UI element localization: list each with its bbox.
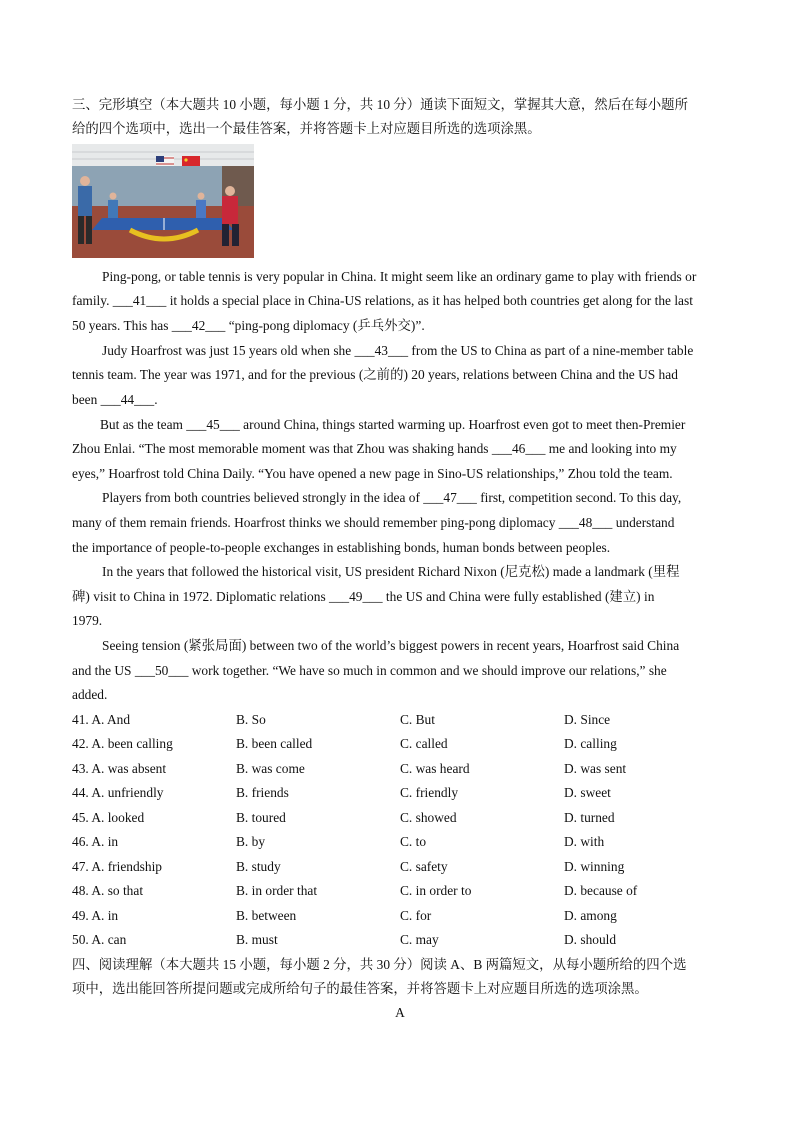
option-43-d: D. was sent — [564, 761, 627, 776]
option-45-b: B. toured — [236, 810, 286, 825]
option-48-d: D. because of — [564, 883, 638, 898]
passage-line-6: been ___44___. — [72, 392, 158, 407]
passage-line-5: tennis team. The year was 1971, and for the previous (之前的) 20 years, relations between China and the US had — [72, 367, 678, 382]
option-46-a: 46. A. in — [72, 834, 119, 849]
option-44-c: C. friendly — [400, 785, 459, 800]
option-48-a: 48. A. so that — [72, 883, 144, 898]
passage-line-4: Judy Hoarfrost was just 15 years old when she ___43___ from the US to China as part of a nine-member table — [102, 343, 694, 358]
option-42-b: B. been called — [236, 736, 313, 751]
option-49-a: 49. A. in — [72, 908, 119, 923]
option-50-a: 50. A. can — [72, 932, 127, 947]
passage-line-17: and the US ___50___ work together. “We have so much in common and we should improve our relations,” she — [72, 663, 667, 678]
option-43-a: 43. A. was absent — [72, 761, 167, 776]
passage-line-10: Players from both countries believed strongly in the idea of ___47___ first, competition second. To this day, — [102, 490, 682, 505]
option-50-d: D. should — [564, 932, 617, 947]
option-49-d: D. among — [564, 908, 617, 923]
passage-line-11: many of them remain friends. Hoarfrost thinks we should remember ping-pong diplomacy ___48___ understand — [72, 515, 675, 530]
option-49-b: B. between — [236, 908, 297, 923]
option-50-c: C. may — [400, 932, 439, 947]
option-44-d: D. sweet — [564, 785, 611, 800]
option-48-c: C. in order to — [400, 883, 472, 898]
option-45-a: 45. A. looked — [72, 810, 145, 825]
passage-line-3: 50 years. This has ___42___ “ping-pong diplomacy (乒乓外交)”. — [72, 318, 425, 333]
passage-line-8: Zhou Enlai. “The most memorable moment was that Zhou was shaking hands ___46___ me and looking into my — [72, 441, 677, 456]
section4-part-label: A — [395, 1005, 405, 1020]
option-44-a: 44. A. unfriendly — [72, 785, 164, 800]
section4-heading-line1: 四、阅读理解（本大题共 15 小题，每小题 2 分，共 30 分）阅读 A、B 两篇短文，从每小题所给的四个选 — [72, 957, 687, 972]
section3-heading-line2: 给的四个选项中，选出一个最佳答案，并将答题卡上对应题目所选的选项涂黑。 — [72, 121, 541, 136]
option-45-d: D. turned — [564, 810, 615, 825]
option-48-b: B. in order that — [236, 883, 318, 898]
option-47-c: C. safety — [400, 859, 448, 874]
passage-line-13: In the years that followed the historical visit, US president Richard Nixon (尼克松) made a landmark (里程 — [102, 564, 680, 579]
passage-line-7: But as the team ___45___ around China, things started warming up. Hoarfrost even got to meet then-Premier — [100, 417, 686, 432]
option-42-d: D. calling — [564, 736, 617, 751]
passage-line-2: family. ___41___ it holds a special place in China-US relations, as it has helped both countries get along for the last — [72, 293, 693, 308]
passage-line-9: eyes,” Hoarfrost told China Daily. “You have opened a new page in Sino-US relationships,” Zhou told the team. — [72, 466, 673, 481]
option-41-d: D. Since — [564, 712, 611, 727]
option-43-b: B. was come — [236, 761, 305, 776]
option-42-c: C. called — [400, 736, 448, 751]
section3-heading-line1: 三、完形填空（本大题共 10 小题，每小题 1 分，共 10 分）通读下面短文，掌握其大意，然后在每小题所 — [72, 97, 688, 112]
option-50-b: B. must — [236, 932, 278, 947]
option-45-c: C. showed — [400, 810, 457, 825]
passage-line-1: Ping-pong, or table tennis is very popular in China. It might seem like an ordinary game to play with friends or — [102, 269, 697, 284]
option-42-a: 42. A. been calling — [72, 736, 173, 751]
option-44-b: B. friends — [236, 785, 289, 800]
option-46-b: B. by — [236, 834, 266, 849]
option-47-a: 47. A. friendship — [72, 859, 163, 874]
option-47-b: B. study — [236, 859, 281, 874]
passage-line-18: added. — [72, 687, 108, 702]
option-41-b: B. So — [236, 712, 266, 727]
section4-heading-line2: 项中，选出能回答所提问题或完成所给句子的最佳答案，并将答题卡上对应题目所选的选项涂黑。 — [72, 981, 648, 996]
passage-line-12: the importance of people-to-people exchanges in establishing bonds, human bonds between peoples. — [72, 540, 611, 555]
option-41-c: C. But — [400, 712, 435, 727]
option-49-c: C. for — [400, 908, 432, 923]
ping-pong-photo — [72, 144, 254, 258]
option-46-d: D. with — [564, 834, 605, 849]
option-47-d: D. winning — [564, 859, 625, 874]
passage-line-15: 1979. — [72, 613, 103, 628]
option-46-c: C. to — [400, 834, 427, 849]
passage-line-14: 碑) visit to China in 1972. Diplomatic relations ___49___ the US and China were fully established (建立) in — [72, 589, 655, 604]
option-41-a: 41. A. And — [72, 712, 131, 727]
passage-line-16: Seeing tension (紧张局面) between two of the world’s biggest powers in recent years, Hoarfrost said China — [102, 638, 680, 653]
option-43-c: C. was heard — [400, 761, 470, 776]
